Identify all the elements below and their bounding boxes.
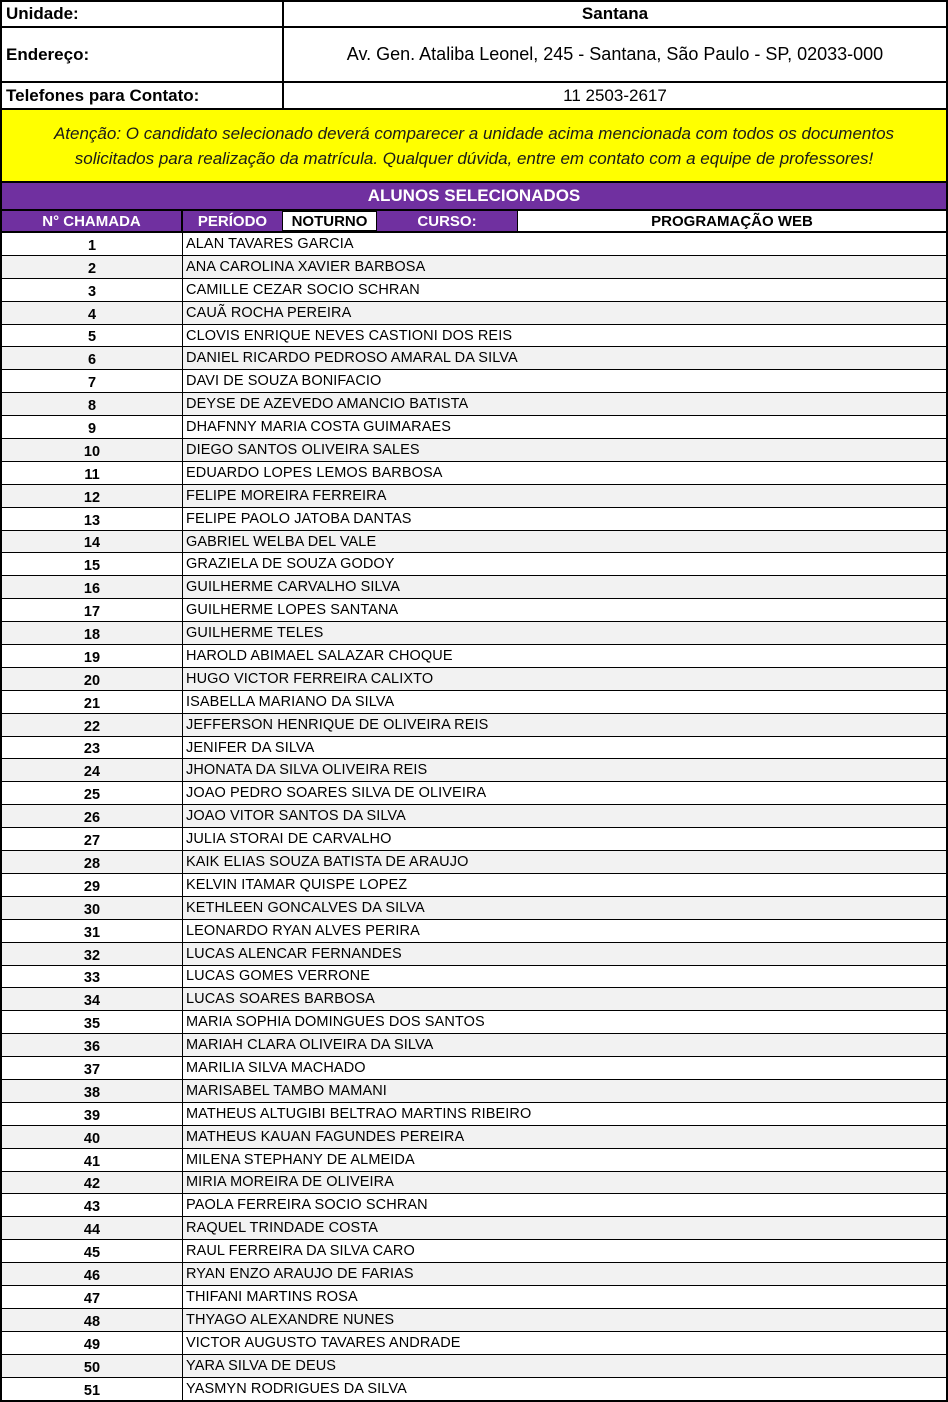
curso-label: CURSO: bbox=[377, 211, 517, 231]
student-name: JOAO VITOR SANTOS DA SILVA bbox=[186, 808, 406, 825]
student-number: 11 bbox=[2, 462, 183, 484]
student-row bbox=[2, 1103, 946, 1126]
endereco-label: Endereço: bbox=[1, 27, 283, 82]
student-name: CLOVIS ENRIQUE NEVES CASTIONI DOS REIS bbox=[186, 327, 513, 344]
periodo-value: NOTURNO bbox=[282, 211, 377, 231]
student-number: 43 bbox=[2, 1194, 183, 1216]
student-name: HAROLD ABIMAEL SALAZAR CHOQUE bbox=[186, 647, 453, 664]
student-number: 8 bbox=[2, 393, 183, 415]
student-number: 22 bbox=[2, 714, 183, 736]
unit-info-table bbox=[0, 0, 948, 110]
student-row bbox=[2, 966, 946, 989]
student-number: 6 bbox=[2, 347, 183, 369]
student-number: 2 bbox=[2, 256, 183, 278]
student-name: HUGO VICTOR FERREIRA CALIXTO bbox=[186, 670, 434, 687]
student-name: JULIA STORAI DE CARVALHO bbox=[186, 831, 392, 848]
student-row bbox=[2, 553, 946, 576]
endereco-row bbox=[1, 27, 947, 82]
student-number: 1 bbox=[2, 233, 183, 255]
attention-notice-text: Atenção: O candidato selecionado deverá comparecer a unidade acima mencionada com todos os documentos solicitados para realização da matrícula. Qualquer dúvida, entre em contato com a equipe de professores! bbox=[53, 123, 895, 168]
student-name: LUCAS ALENCAR FERNANDES bbox=[186, 945, 402, 962]
student-row bbox=[2, 1149, 946, 1172]
list-header bbox=[0, 209, 948, 233]
student-name: GUILHERME LOPES SANTANA bbox=[186, 602, 399, 619]
student-row bbox=[2, 1286, 946, 1309]
student-name: GRAZIELA DE SOUZA GODOY bbox=[186, 556, 395, 573]
student-number: 47 bbox=[2, 1286, 183, 1308]
student-row bbox=[2, 416, 946, 439]
student-name: FELIPE PAOLO JATOBA DANTAS bbox=[186, 510, 412, 527]
student-row bbox=[2, 805, 946, 828]
student-number: 9 bbox=[2, 416, 183, 438]
student-number: 36 bbox=[2, 1034, 183, 1056]
student-number: 31 bbox=[2, 920, 183, 942]
student-name: GUILHERME TELES bbox=[186, 625, 324, 642]
student-name: ISABELLA MARIANO DA SILVA bbox=[186, 693, 395, 710]
student-row bbox=[2, 393, 946, 416]
student-name: KELVIN ITAMAR QUISPE LOPEZ bbox=[186, 876, 408, 893]
student-row bbox=[2, 1194, 946, 1217]
selected-students-title-text: ALUNOS SELECIONADOS bbox=[367, 186, 581, 205]
student-row bbox=[2, 920, 946, 943]
unidade-label: Unidade: bbox=[1, 1, 283, 27]
student-row bbox=[2, 1217, 946, 1240]
student-row bbox=[2, 759, 946, 782]
student-name: DAVI DE SOUZA BONIFACIO bbox=[186, 373, 382, 390]
student-number: 17 bbox=[2, 599, 183, 621]
student-name: RAUL FERREIRA DA SILVA CARO bbox=[186, 1243, 415, 1260]
student-number: 25 bbox=[2, 782, 183, 804]
student-row bbox=[2, 1378, 946, 1401]
student-number: 51 bbox=[2, 1378, 183, 1401]
student-number: 20 bbox=[2, 668, 183, 690]
student-number: 19 bbox=[2, 645, 183, 667]
student-row bbox=[2, 1172, 946, 1195]
student-name: MARIA SOPHIA DOMINGUES DOS SANTOS bbox=[186, 1014, 485, 1031]
student-number: 45 bbox=[2, 1240, 183, 1262]
student-row bbox=[2, 1309, 946, 1332]
student-row bbox=[2, 1263, 946, 1286]
student-number: 46 bbox=[2, 1263, 183, 1285]
student-row bbox=[2, 599, 946, 622]
telefone-row bbox=[1, 82, 947, 109]
student-name: RYAN ENZO ARAUJO DE FARIAS bbox=[186, 1266, 414, 1283]
student-row bbox=[2, 874, 946, 897]
student-name: VICTOR AUGUSTO TAVARES ANDRADE bbox=[186, 1334, 461, 1351]
student-number: 5 bbox=[2, 325, 183, 347]
student-name: MARISABEL TAMBO MAMANI bbox=[186, 1082, 387, 1099]
student-row bbox=[2, 622, 946, 645]
student-name: MARILIA SILVA MACHADO bbox=[186, 1060, 366, 1076]
student-name: KAIK ELIAS SOUZA BATISTA DE ARAUJO bbox=[186, 853, 469, 870]
telefone-value: 11 2503-2617 bbox=[283, 82, 947, 109]
telefone-label: Telefones para Contato: bbox=[1, 82, 283, 109]
student-number: 30 bbox=[2, 897, 183, 919]
student-number: 26 bbox=[2, 805, 183, 827]
student-name: FELIPE MOREIRA FERREIRA bbox=[186, 487, 387, 504]
student-number: 12 bbox=[2, 485, 183, 507]
student-number: 38 bbox=[2, 1080, 183, 1102]
student-number: 16 bbox=[2, 576, 183, 598]
student-row bbox=[2, 325, 946, 348]
student-row bbox=[2, 897, 946, 920]
student-number: 3 bbox=[2, 279, 183, 301]
student-number: 33 bbox=[2, 966, 183, 988]
student-row bbox=[2, 668, 946, 691]
student-name: CAMILLE CEZAR SOCIO SCHRAN bbox=[186, 281, 420, 298]
student-number: 4 bbox=[2, 302, 183, 324]
student-number: 37 bbox=[2, 1057, 183, 1079]
student-row bbox=[2, 256, 946, 279]
student-number: 7 bbox=[2, 370, 183, 392]
student-row bbox=[2, 645, 946, 668]
student-name: GABRIEL WELBA DEL VALE bbox=[186, 533, 377, 550]
student-row bbox=[2, 233, 946, 256]
student-name: DHAFNNY MARIA COSTA GUIMARAES bbox=[186, 419, 452, 436]
student-row bbox=[2, 302, 946, 325]
student-name: PAOLA FERREIRA SOCIO SCHRAN bbox=[186, 1197, 428, 1214]
student-row bbox=[2, 347, 946, 370]
student-row bbox=[2, 1034, 946, 1057]
student-row bbox=[2, 531, 946, 554]
student-row bbox=[2, 1011, 946, 1034]
student-number: 48 bbox=[2, 1309, 183, 1331]
periodo-label: PERÍODO bbox=[183, 211, 282, 231]
student-name: CAUÃ ROCHA PEREIRA bbox=[186, 304, 352, 321]
students-list bbox=[0, 233, 948, 1402]
student-name: ANA CAROLINA XAVIER BARBOSA bbox=[186, 258, 426, 275]
student-row bbox=[2, 988, 946, 1011]
student-number: 34 bbox=[2, 988, 183, 1010]
unidade-row bbox=[1, 1, 947, 27]
student-name: JENIFER DA SILVA bbox=[186, 739, 315, 756]
student-name: YASMYN RODRIGUES DA SILVA bbox=[186, 1380, 407, 1397]
student-row bbox=[2, 439, 946, 462]
attention-notice bbox=[0, 110, 948, 183]
student-row bbox=[2, 485, 946, 508]
student-name: JHONATA DA SILVA OLIVEIRA REIS bbox=[186, 762, 428, 779]
student-name: DIEGO SANTOS OLIVEIRA SALES bbox=[186, 441, 420, 458]
student-row bbox=[2, 737, 946, 760]
student-number: 24 bbox=[2, 759, 183, 781]
student-number: 44 bbox=[2, 1217, 183, 1239]
student-row bbox=[2, 782, 946, 805]
student-row bbox=[2, 576, 946, 599]
student-name: LEONARDO RYAN ALVES PERIRA bbox=[186, 922, 420, 939]
student-name: DEYSE DE AZEVEDO AMANCIO BATISTA bbox=[186, 396, 469, 413]
student-row bbox=[2, 714, 946, 737]
student-number: 29 bbox=[2, 874, 183, 896]
student-name: MARIAH CLARA OLIVEIRA DA SILVA bbox=[186, 1037, 434, 1054]
student-number: 42 bbox=[2, 1172, 183, 1194]
student-name: KETHLEEN GONCALVES DA SILVA bbox=[186, 899, 425, 916]
student-name: LUCAS GOMES VERRONE bbox=[186, 968, 370, 985]
student-name: DANIEL RICARDO PEDROSO AMARAL DA SILVA bbox=[186, 350, 518, 367]
student-name: JEFFERSON HENRIQUE DE OLIVEIRA REIS bbox=[186, 716, 489, 733]
student-number: 27 bbox=[2, 828, 183, 850]
student-number: 23 bbox=[2, 737, 183, 759]
student-row bbox=[2, 1080, 946, 1103]
student-name: MATHEUS ALTUGIBI BELTRAO MARTINS RIBEIRO bbox=[186, 1105, 532, 1122]
student-row bbox=[2, 851, 946, 874]
unidade-value: Santana bbox=[283, 1, 947, 27]
student-name: EDUARDO LOPES LEMOS BARBOSA bbox=[186, 464, 443, 481]
student-row bbox=[2, 279, 946, 302]
student-number: 49 bbox=[2, 1332, 183, 1354]
student-row bbox=[2, 828, 946, 851]
student-name: MATHEUS KAUAN FAGUNDES PEREIRA bbox=[186, 1128, 465, 1145]
student-number: 41 bbox=[2, 1149, 183, 1171]
student-name: GUILHERME CARVALHO SILVA bbox=[186, 579, 401, 596]
student-row bbox=[2, 1057, 946, 1080]
student-number: 28 bbox=[2, 851, 183, 873]
student-row bbox=[2, 943, 946, 966]
call-number-header: N° CHAMADA bbox=[2, 211, 183, 231]
student-row bbox=[2, 508, 946, 531]
student-number: 39 bbox=[2, 1103, 183, 1125]
student-number: 40 bbox=[2, 1126, 183, 1148]
student-name: MILENA STEPHANY DE ALMEIDA bbox=[186, 1151, 415, 1168]
student-name: THYAGO ALEXANDRE NUNES bbox=[186, 1311, 395, 1328]
student-row bbox=[2, 462, 946, 485]
student-number: 13 bbox=[2, 508, 183, 530]
student-number: 14 bbox=[2, 531, 183, 553]
student-name: RAQUEL TRINDADE COSTA bbox=[186, 1220, 378, 1237]
student-row bbox=[2, 1332, 946, 1355]
student-number: 35 bbox=[2, 1011, 183, 1033]
student-name: YARA SILVA DE DEUS bbox=[186, 1357, 337, 1374]
endereco-value: Av. Gen. Ataliba Leonel, 245 - Santana, São Paulo - SP, 02033-000 bbox=[283, 27, 947, 82]
student-number: 15 bbox=[2, 553, 183, 575]
student-row bbox=[2, 1355, 946, 1378]
selected-students-title bbox=[0, 183, 948, 209]
student-number: 10 bbox=[2, 439, 183, 461]
student-number: 21 bbox=[2, 691, 183, 713]
student-name: JOAO PEDRO SOARES SILVA DE OLIVEIRA bbox=[186, 785, 487, 802]
student-number: 18 bbox=[2, 622, 183, 644]
student-name: THIFANI MARTINS ROSA bbox=[186, 1288, 358, 1305]
student-number: 50 bbox=[2, 1355, 183, 1377]
student-row bbox=[2, 1240, 946, 1263]
student-name: LUCAS SOARES BARBOSA bbox=[186, 991, 375, 1008]
curso-value: PROGRAMAÇÃO WEB bbox=[517, 211, 946, 231]
student-row bbox=[2, 1126, 946, 1149]
student-number: 32 bbox=[2, 943, 183, 965]
student-name: MIRIA MOREIRA DE OLIVEIRA bbox=[186, 1174, 394, 1191]
student-row bbox=[2, 370, 946, 393]
student-row bbox=[2, 691, 946, 714]
student-name: ALAN TAVARES GARCIA bbox=[186, 235, 354, 252]
